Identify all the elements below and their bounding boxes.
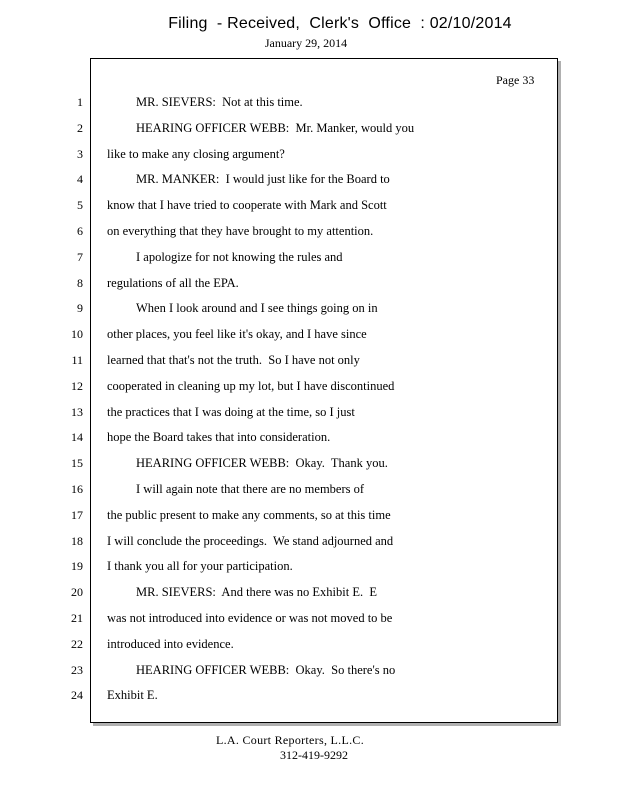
transcript-date: January 29, 2014: [264, 36, 348, 50]
line-number: 9: [77, 301, 83, 316]
transcript-line: know that I have tried to cooperate with Mark and Scott: [107, 198, 387, 213]
transcript-line: the public present to make any comments, so at this time: [107, 507, 391, 522]
line-number: 16: [71, 481, 83, 496]
transcript-line: I thank you all for your participation.: [107, 559, 293, 574]
transcript-text-column: [107, 92, 547, 711]
line-number: 6: [77, 223, 83, 238]
line-number: 3: [77, 146, 83, 161]
line-number: 5: [77, 198, 83, 213]
transcript-line: cooperated in cleaning up my lot, but I have discontinued: [107, 378, 395, 393]
transcript-line: HEARING OFFICER WEBB: Mr. Manker, would you: [136, 120, 415, 135]
transcript-line: the practices that I was doing at the time, so I just: [107, 404, 355, 419]
transcript-line: I will again note that there are no members of: [136, 481, 365, 496]
line-number: 7: [77, 249, 83, 264]
transcript-line: HEARING OFFICER WEBB: Okay. So there's no: [136, 662, 396, 677]
page-number: Page 33: [496, 73, 535, 87]
transcript-line: hope the Board takes that into consideration.: [107, 430, 331, 445]
line-number: 15: [71, 456, 83, 471]
transcript-line: MR. SIEVERS: Not at this time.: [136, 95, 303, 109]
transcript-line: on everything that they have brought to my attention.: [107, 223, 374, 238]
transcript-line: learned that that's not the truth. So I have not only: [107, 352, 360, 367]
line-number: 19: [71, 559, 83, 574]
line-number: 12: [71, 378, 83, 393]
line-number: 20: [71, 585, 83, 600]
line-number: 14: [71, 430, 83, 445]
transcript-line: MR. MANKER: I would just like for the Board to: [136, 172, 390, 187]
filing-stamp: Filing - Received, Clerk's Office : 02/10/2014: [168, 15, 512, 32]
transcript-line: HEARING OFFICER WEBB: Okay. Thank you.: [136, 456, 388, 471]
transcript-line: When I look around and I see things going on in: [136, 301, 378, 316]
line-number: 24: [71, 688, 83, 703]
line-number: 17: [71, 507, 83, 522]
line-number: 1: [77, 95, 83, 109]
transcript-line: other places, you feel like it's okay, and I have since: [107, 327, 367, 342]
transcript-line: like to make any closing argument?: [107, 146, 285, 161]
line-number: 8: [77, 275, 83, 290]
line-number: 18: [71, 533, 83, 548]
line-number: 23: [71, 662, 83, 677]
footer-company-name: L.A. Court Reporters, L.L.C.: [215, 733, 365, 747]
line-number: 4: [77, 172, 83, 187]
line-number: 10: [71, 327, 83, 342]
transcript-line: I will conclude the proceedings. We stand adjourned and: [107, 533, 394, 548]
line-number: 22: [71, 636, 83, 651]
line-number: 21: [71, 610, 83, 625]
line-number: 2: [77, 120, 83, 135]
footer-phone: 312-419-9292: [280, 748, 348, 762]
transcript-line: I apologize for not knowing the rules and: [136, 249, 343, 264]
line-number: 13: [71, 404, 83, 419]
line-number: 11: [71, 352, 83, 367]
transcript-line: Exhibit E.: [107, 688, 158, 703]
transcript-line: was not introduced into evidence or was not moved to be: [107, 610, 393, 625]
transcript-line: MR. SIEVERS: And there was no Exhibit E. E: [136, 585, 377, 600]
transcript-line: regulations of all the EPA.: [107, 275, 239, 290]
line-number-column: [55, 92, 83, 711]
transcript-line: introduced into evidence.: [107, 636, 234, 651]
